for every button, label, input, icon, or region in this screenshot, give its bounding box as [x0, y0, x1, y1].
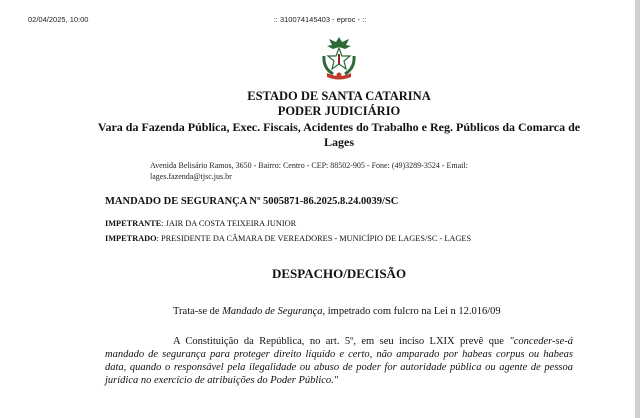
section-title: DESPACHO/DECISÃO: [271, 266, 407, 281]
viewer-edge: [635, 0, 640, 418]
paragraph-intro-post: , impetrado com fulcro na Lei n 12.016/09: [322, 306, 501, 317]
court-address: Avenida Belisário Ramos, 3650 - Bairro: Centro - CEP: 88502-905 - Fone: (49)3289-3524 - Email: lages.fazenda@tjsc.jus.br: [150, 161, 468, 181]
heading-court: Vara da Fazenda Pública, Exec. Fiscais, Acidentes do Trabalho e Reg. Públicos da Comarca de Lages: [97, 120, 581, 149]
case-number: MANDADO DE SEGURANÇA Nº 5005871-86.2025.8.24.0039/SC: [105, 196, 399, 207]
paragraph-constitution-pre: A Constituição da República, no art. 5º, em seu inciso LXIX prevê que: [173, 336, 510, 347]
paragraph-intro-italic: Mandado de Segurança: [222, 306, 323, 317]
print-datetime: 02/04/2025, 10:00: [28, 15, 89, 24]
heading-judiciary: PODER JUDICIÁRIO: [277, 104, 401, 118]
party-impetrado: [105, 234, 471, 243]
heading-state: ESTADO DE SANTA CATARINA: [247, 89, 431, 103]
state-coat-of-arms-icon: [315, 34, 363, 82]
impetrado-value: : PRESIDENTE DA CÂMARA DE VEREADORES - MUNICÍPIO DE LAGES/SC - LAGES: [156, 234, 472, 243]
paragraph-constitution: [105, 335, 573, 387]
party-impetrante: [105, 219, 296, 228]
document-id: :: 310074145403 - eproc - ::: [273, 15, 367, 24]
impetrante-label: IMPETRANTE: [105, 219, 162, 228]
paragraph-intro: [105, 306, 575, 317]
paragraph-constitution-quote: "conceder-se-á mandado de segurança para proteger direito líquido e certo, não amparado por habeas corpus ou habeas data, quando o responsável pela ilegalidade ou abuso de poder for autoridade pública ou agente de pessoa jurídica no exercício de atribuições do Poder Público.": [105, 336, 573, 386]
impetrante-value: : JAIR DA COSTA TEIXEIRA JUNIOR: [161, 219, 297, 228]
paragraph-intro-pre: Trata-se de: [173, 306, 223, 317]
impetrado-label: IMPETRADO: [105, 234, 157, 243]
